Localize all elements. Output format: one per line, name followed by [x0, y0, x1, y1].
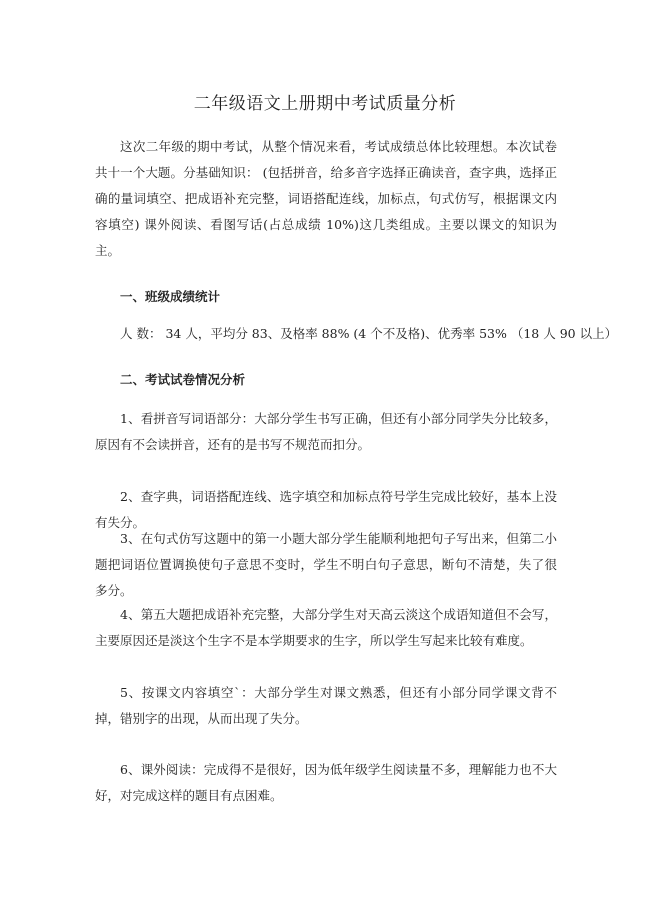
class-stats-line: 人 数： 34 人，平均分 83、及格率 88% (4 个不及格)、优秀率 53% （18 人 90 以上） [120, 326, 618, 341]
analysis-item-2: 2、查字典，词语搭配连线、选字填空和加标点符号学生完成比较好，基本上没有失分。 [95, 489, 557, 530]
analysis-item-6: 6、课外阅读：完成得不是很好，因为低年级学生阅读量不多，理解能力也不大好，对完成这样的题目有点困难。 [95, 762, 557, 803]
document-title: 二年级语文上册期中考试质量分析 [193, 94, 457, 114]
analysis-item-5: 5、按课文内容填空`：大部分学生对课文熟悉，但还有小部分同学课文背不掉，错别字的出现，从而出现了失分。 [95, 685, 557, 726]
analysis-item-1: 1、看拼音写词语部分：大部分学生书写正确，但还有小部分同学失分比较多，原因有不会读拼音，还有的是书写不规范而扣分。 [95, 411, 557, 452]
analysis-item-4: 4、第五大题把成语补充完整，大部分学生对天高云淡这个成语知道但不会写，主要原因还是淡这个生字不是本学期要求的生字，所以学生写起来比较有难度。 [95, 607, 557, 648]
section-heading-class-stats: 一、班级成绩统计 [120, 289, 221, 304]
intro-paragraph: 这次二年级的期中考试，从整个情况来看，考试成绩总体比较理想。本次试卷共十一个大题。分基础知识： (包括拼音，给多音字选择正确读音，查字典，选择正确的量词填空、把成语补充完整，词语搭配连线，加标点，句式仿写，根据课文内容填空) 课外阅读、看图写话(占总成绩 10%)这几类组成。主要以课文的知识为主。 [95, 139, 557, 258]
analysis-item-3: 3、在句式仿写这题中的第一小题大部分学生能顺利地把句子写出来，但第二小题把词语位置调换使句子意思不变时，学生不明白句子意思，断句不清楚，失了很多分。 [95, 531, 557, 598]
section-heading-exam-analysis: 二、考试试卷情况分析 [120, 372, 246, 387]
